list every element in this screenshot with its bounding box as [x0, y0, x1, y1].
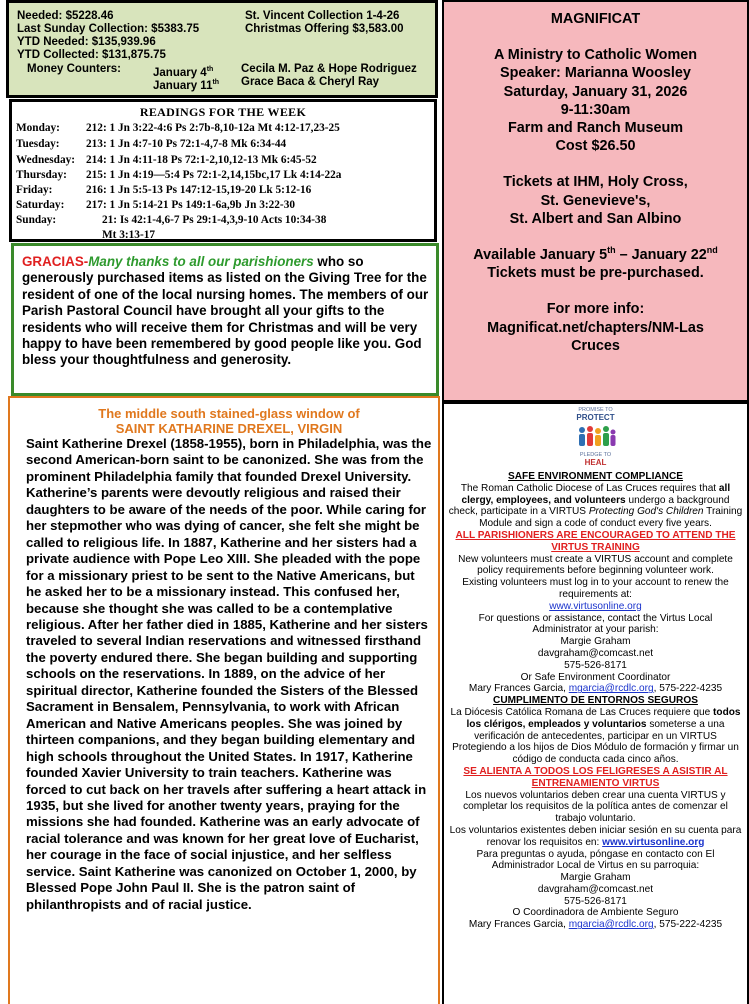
- encourage-banner-en: ALL PARISHIONERS ARE ENCOURAGED TO ATTEND THE VIRTUS TRAINING: [455, 529, 736, 553]
- more-info-url: Magnificat.net/chapters/NM-Las Cruces: [487, 319, 704, 354]
- ytd-needed: YTD Needed: $135,939.96: [17, 36, 156, 48]
- existing-volunteers-en: Existing volunteers must log in to your account to renew the requirements at:: [462, 577, 729, 600]
- reading-row: Friday: 216: 1 Jn 5:5-13 Ps 147:12-15,19-20 Lk 5:12-16: [16, 184, 312, 196]
- katharine-box: [8, 396, 440, 1004]
- virtus-link-es[interactable]: www.virtusonline.org: [602, 836, 705, 848]
- gracias-box: [11, 243, 439, 396]
- gracias-lead: GRACIAS-: [22, 254, 89, 269]
- reading-row-continuation: Mt 3:13-17: [102, 229, 156, 241]
- promise-to-protect-logo: PROMISE TO PROTECT PLEDGE TO HEAL: [576, 407, 615, 467]
- coordinator-email-link-es[interactable]: mgarcia@rcdlc.org: [568, 919, 654, 931]
- encourage-banner-es: SE ALIENTA A TODOS LOS FELIGRESES A ASISTIR AL ENTRENAMIENTO VIRTUS: [463, 765, 728, 789]
- admin-name: Margie Graham: [560, 636, 631, 648]
- reading-row: Saturday: 217: 1 Jn 5:14-21 Ps 149:1-6a,9b Jn 3:22-30: [16, 199, 295, 211]
- money-counters-label: Money Counters:: [27, 63, 121, 75]
- reading-row: Monday: 212: 1 Jn 3:22-4:6 Ps 2:7b-8,10-12a Mt 4:12-17,23-25: [16, 122, 340, 134]
- new-volunteers-en: New volunteers must create a VIRTUS account and complete policy requirements before beginning volunteer work.: [458, 553, 733, 577]
- safe-title-en: SAFE ENVIRONMENT COMPLIANCE: [508, 471, 683, 482]
- counter1-date: January 4th: [153, 66, 214, 79]
- more-info-label: For more info:: [546, 301, 645, 318]
- safe-requirement-es: La Diócesis Católica Romana de Las Cruces requiere que todos los clérigos, empleados y voluntarios someterse a una verificación de antecedentes, participar en un VIRTUS Protegiendo a los hijos de Dios Módulo de formación y firmar un código de conducta cada cinco años.: [450, 706, 741, 766]
- magnificat-line: Saturday, January 31, 2026: [503, 83, 688, 100]
- admin-email: davgraham@comcast.net: [537, 647, 654, 659]
- counter2-date: January 11th: [153, 79, 220, 92]
- gracias-body: who so generously purchased items as listed on the Giving Tree for the resident of one of the local nursing homes. The members of our Parish Pastoral Council have brought all your gifts to the residents who will receive them for Christmas and will be very happy to have been remembered by good people like you. God bless your thoughtfulness and generosity.: [22, 254, 429, 368]
- coordinator-email-link[interactable]: mgarcia@rcdlc.org: [568, 683, 654, 695]
- christmas-offering: Christmas Offering $3,583.00: [245, 23, 404, 35]
- katharine-article: Saint Katherine Drexel (1858-1955), born in Philadelphia, was the second American-born saint to be canonized. She was from the prominent Philadelphia family that founded Drexel University. Katherine’s parents were devoutly religious and raised their daughters to be aware of the needs of the poor. While caring for her stepmother who was dying of cancer, she felt she might be called to religious life. In 1887, Katherine and her sisters had a private audience with Pope Leo XIII. She pleaded with the pope for a missionary priest to be sent to the Native Americans, but he asked her to be a missionary instead. This confused her, because she thought she was called to be a contemplative religious. After her father died in 1885, Katherine and her sisters traveled to several Indian reservations and witnessed firsthand the poverty endured there. She began building and supporting schools on the reservations. In 1889, on the advice of her spiritual director, Katherine founded the Sisters of the Blessed Sacrament in Bensalem, Pennsylvania, to work with African American and Native Americans peoples. She was joined by thirteen companions, and they began building elementary and high schools throughout the United States. In 1917, Katherine founded Xavier University to train teachers. Katherine was forced to cut back on her travels after suffering a heart attack in 1935, but she lived for another twenty years, praying for the missions she had founded. Katherine was an early advocate of racial tolerance and was known for her great love of Eucharist, her courage in the face of social injustice, and her selfless service. Saint Katherine was canonized on October 1, 2000, by Blessed Pope John Paul II. She is the patron saint of philanthropists and of racial justice.: [26, 436, 432, 912]
- availability-line: Available January 5th – January 22nd: [473, 245, 718, 264]
- gracias-thanks: Many thanks to all our parishioners: [88, 254, 314, 269]
- virtus-link-en[interactable]: www.virtusonline.org: [549, 600, 642, 612]
- prepurchase-line: Tickets must be pre-purchased.: [487, 265, 704, 282]
- tickets-line: Tickets at IHM, Holy Cross,: [503, 174, 688, 191]
- magnificat-line: Farm and Ranch Museum: [507, 120, 684, 137]
- safe-environment-box: [442, 402, 749, 1004]
- new-volunteers-es: Los nuevos voluntarios deben crear una cuenta VIRTUS y completar los requisitos de la política antes de comenzar el trabajo voluntario.: [463, 789, 728, 825]
- magnificat-line: A Ministry to Catholic Women: [493, 47, 698, 64]
- needed-amount: Needed: $5228.46: [17, 10, 114, 22]
- reading-row: Thursday: 215: 1 Jn 4:19—5:4 Ps 72:1-2,14,15bc,17 Lk 4:14-22a: [16, 169, 342, 181]
- existing-volunteers-es: Los voluntarios existentes deben iniciar sesión en su cuenta para renovar los requisitos en: www.virtusonline.org: [449, 824, 742, 848]
- coordinator-contact-en: Mary Frances Garcia, mgarcia@rcdlc.org, 575-222-4235: [468, 683, 723, 695]
- counter1-names: Cecila M. Paz & Hope Rodriguez: [241, 63, 417, 75]
- finance-box: [6, 0, 438, 98]
- reading-row: Sunday: 21: Is 42:1-4,6-7 Ps 29:1-4,3,9-10 Acts 10:34-38: [16, 214, 327, 226]
- safe-requirement-en: The Roman Catholic Diocese of Las Cruces requires that all clergy, employees, and volunteers undergo a background check, participate in a VIRTUS Protecting God's Children Training Module and sign a code of conduct every five years.: [448, 482, 743, 530]
- last-sunday-collection: Last Sunday Collection: $5383.75: [17, 23, 200, 35]
- magnificat-line: 9-11:30am: [560, 101, 631, 118]
- magnificat-box: [442, 0, 749, 402]
- es-admin-name: Margie Graham: [560, 872, 631, 884]
- contact-note-es: Para preguntas o ayuda, póngase en contacto con El Administrador Local de Virtus en su parroquia:: [476, 848, 715, 872]
- magnificat-title: MAGNIFICAT: [550, 11, 641, 27]
- ytd-collected: YTD Collected: $131,875.75: [17, 49, 166, 61]
- magnificat-line: Cost $26.50: [555, 138, 636, 155]
- safe-title-es: CUMPLIMENTO DE ENTORNOS SEGUROS: [493, 695, 698, 707]
- contact-note-en: For questions or assistance, contact the Virtus Local Administrator at your parish:: [478, 612, 713, 636]
- window-heading: The middle south stained-glass window of: [98, 406, 360, 421]
- coordinator-label-en: Or Safe Environment Coordinator: [520, 671, 671, 683]
- tickets-line: St. Genevieve's,: [540, 192, 651, 209]
- admin-phone: 575-526-8171: [564, 659, 627, 671]
- st-vincent-collection: St. Vincent Collection 1-4-26: [245, 10, 400, 22]
- readings-title: READINGS FOR THE WEEK: [139, 105, 307, 119]
- readings-box: [9, 99, 437, 242]
- counter2-names: Grace Baca & Cheryl Ray: [241, 76, 380, 88]
- magnificat-line: Speaker: Marianna Woosley: [500, 65, 691, 82]
- coordinator-label-es: O Coordinadora de Ambiente Seguro: [512, 907, 679, 919]
- reading-row: Tuesday: 213: 1 Jn 4:7-10 Ps 72:1-4,7-8 Mk 6:34-44: [16, 138, 287, 150]
- saint-heading: SAINT KATHARINE DREXEL, VIRGIN: [115, 421, 343, 436]
- tickets-line: St. Albert and San Albino: [509, 210, 682, 227]
- coordinator-contact-es: Mary Frances Garcia, mgarcia@rcdlc.org, 575-222-4235: [468, 919, 723, 931]
- es-admin-email: davgraham@comcast.net: [537, 883, 654, 895]
- reading-row: Wednesday: 214: 1 Jn 4:11-18 Ps 72:1-2,10,12-13 Mk 6:45-52: [16, 154, 317, 166]
- es-admin-phone: 575-526-8171: [564, 895, 627, 907]
